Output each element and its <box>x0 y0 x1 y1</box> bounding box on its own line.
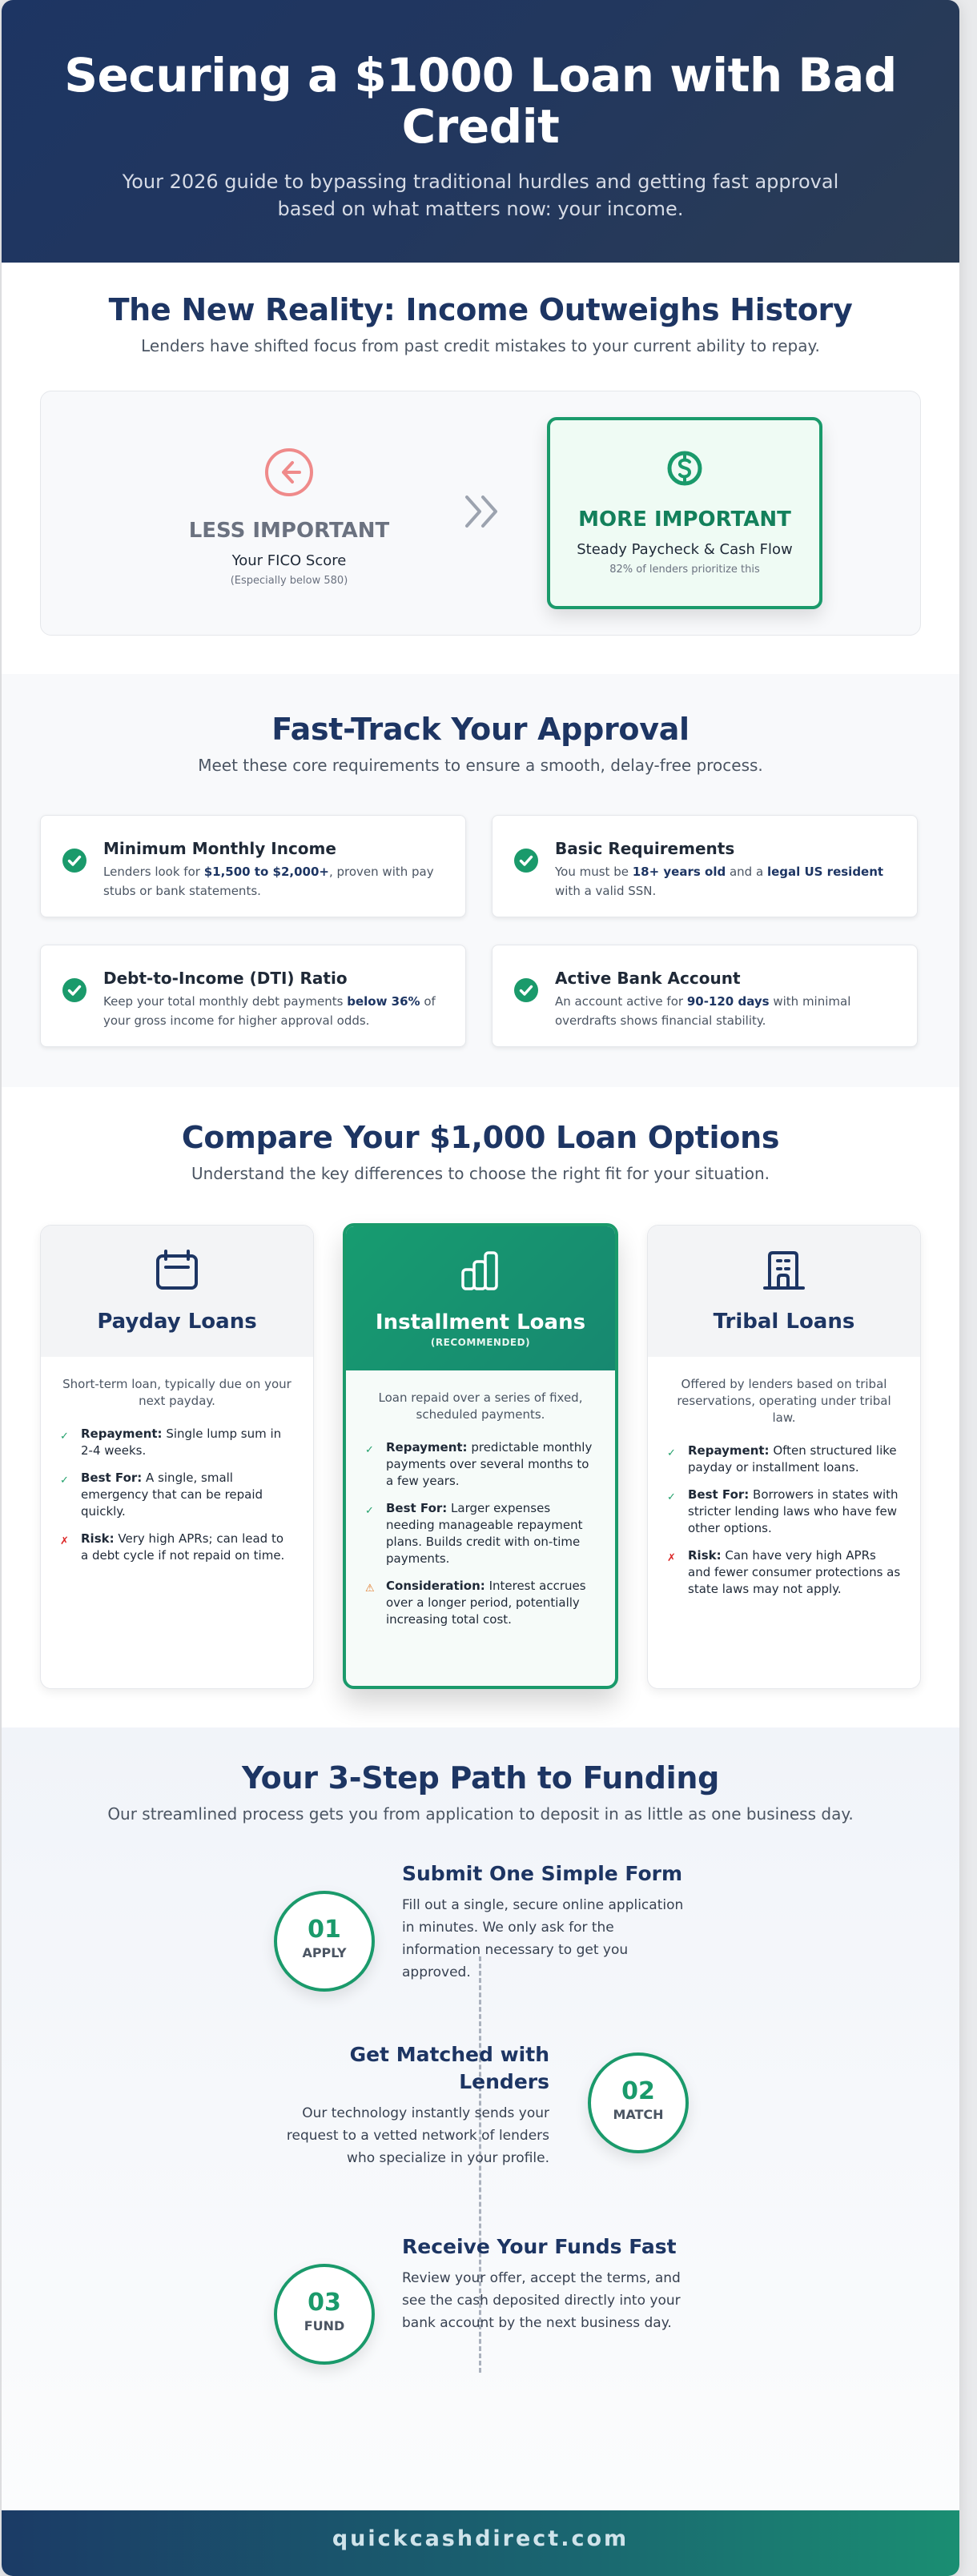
loan-point <box>667 1547 901 1598</box>
less-important-note: (Especially below 580) <box>230 575 348 587</box>
point-text: Larger expenses needing manageable repayment plans. Builds credit with on-time payments. <box>386 1501 583 1566</box>
footer-domain-link[interactable]: quickcashdirect.com <box>332 2526 629 2551</box>
check-icon: ✓ <box>365 1505 374 1517</box>
check-icon: ✓ <box>60 1475 69 1487</box>
highlight-text: below 36% <box>347 994 420 1009</box>
requirement-title: Basic Requirements <box>555 839 735 858</box>
body-text: An account active for <box>555 994 687 1009</box>
point-label: Risk: <box>81 1531 115 1546</box>
fast-track-section <box>2 674 959 1087</box>
requirement-card <box>492 815 918 917</box>
highlight-text: 18+ years old <box>632 865 726 879</box>
section-title: Your 3-Step Path to Funding <box>241 1760 720 1796</box>
point-text: predictable monthly payments over several months to a few years. <box>386 1440 593 1488</box>
point-label: Best For: <box>386 1501 448 1515</box>
body-text: You must be <box>555 865 633 879</box>
less-important-label: LESS IMPORTANT <box>188 519 390 543</box>
importance-comparison <box>40 391 921 636</box>
dollar-circle-icon <box>665 475 704 491</box>
more-important-item: Steady Paycheck & Cash Flow <box>577 541 793 558</box>
loan-cards <box>40 1225 921 1689</box>
more-important-label: MORE IMPORTANT <box>578 508 791 532</box>
loan-points <box>365 1439 596 1628</box>
steps-section <box>2 1727 959 2510</box>
step-text: Our technology instantly sends your request to a vetted network of lenders who specialize in your profile. <box>286 2105 549 2166</box>
step-title: Submit One Simple Form <box>402 1862 683 1885</box>
body-text: of your gross income for higher approval odds. <box>103 994 436 1028</box>
loan-description: Loan repaid over a series of fixed, scheduled payments. <box>378 1390 583 1422</box>
highlight-text: legal US resident <box>766 865 884 879</box>
requirement-card <box>40 815 466 917</box>
building-icon <box>762 1279 806 1294</box>
section-title: Fast-Track Your Approval <box>271 712 690 747</box>
more-important-card <box>547 417 822 609</box>
less-important-item: Your FICO Score <box>231 552 347 569</box>
body-text: Keep your total monthly debt payments <box>103 994 348 1009</box>
requirements-grid <box>40 815 921 1047</box>
point-label: Repayment: <box>688 1443 770 1458</box>
loan-title: Tribal Loans <box>713 1310 855 1334</box>
requirement-text <box>103 862 446 901</box>
double-chevron-right-icon <box>464 494 502 532</box>
hero-subtitle: Your 2026 guide to bypassing traditional hurdles and getting fast approval based on what matters now: your income. <box>122 171 839 220</box>
arrow-left-circle-icon <box>263 487 316 502</box>
point-label: Risk: <box>688 1548 722 1563</box>
loan-point <box>667 1442 901 1476</box>
recommended-badge: (RECOMMENDED) <box>430 1337 531 1348</box>
section-subtitle: Meet these core requirements to ensure a smooth, delay-free process. <box>198 756 763 775</box>
section-subtitle: Lenders have shifted focus from past credit mistakes to your current ability to repay. <box>141 336 820 355</box>
check-circle-icon <box>513 848 539 917</box>
step-number: 03 <box>308 2289 341 2317</box>
step-label: FUND <box>304 2318 345 2333</box>
point-text: Interest accrues over a longer period, potentially increasing total cost. <box>386 1579 586 1627</box>
warning-icon: ⚠ <box>365 1583 375 1595</box>
loan-description: Offered by lenders based on tribal reservations, operating under tribal law. <box>677 1377 891 1425</box>
steps-timeline <box>40 1860 921 2472</box>
page-title: Securing a $1000 Loan with Bad Credit <box>64 48 897 154</box>
less-important-column <box>169 446 409 588</box>
loan-description: Short-term loan, typically due on your next payday. <box>62 1377 291 1408</box>
step-badge <box>274 1891 375 1992</box>
loan-point <box>365 1439 596 1490</box>
more-important-note: 82% of lenders prioritize this <box>609 564 760 576</box>
section-title: Compare Your $1,000 Loan Options <box>181 1120 780 1155</box>
reality-section <box>2 263 959 674</box>
loan-points <box>667 1442 901 1598</box>
loan-point <box>365 1578 596 1628</box>
body-text: with minimal overdrafts shows financial stability. <box>555 994 851 1028</box>
loan-points <box>60 1426 294 1564</box>
loan-point <box>60 1531 294 1564</box>
loan-point <box>60 1426 294 1459</box>
loan-point <box>365 1500 596 1567</box>
body-text: Lenders look for <box>103 865 204 879</box>
requirement-card <box>492 945 918 1047</box>
requirement-title: Minimum Monthly Income <box>103 839 336 858</box>
loan-point <box>667 1487 901 1537</box>
requirement-text <box>103 992 446 1030</box>
infographic-page <box>2 0 959 2576</box>
check-icon: ✓ <box>667 1491 676 1503</box>
loan-title: Installment Loans <box>375 1310 586 1334</box>
point-label: Repayment: <box>81 1426 163 1441</box>
body-text: with a valid SSN. <box>555 884 657 898</box>
highlight-text: $1,500 to $2,000+ <box>203 865 329 879</box>
point-label: Best For: <box>81 1471 143 1485</box>
section-subtitle: Our streamlined process gets you from application to deposit in as little as one business day. <box>107 1804 854 1824</box>
check-icon: ✓ <box>667 1447 676 1459</box>
point-text: A single, small emergency that can be repaid quickly. <box>81 1471 263 1519</box>
point-text: Can have very high APRs and fewer consumer protections as state laws may not apply. <box>688 1548 901 1596</box>
requirement-text <box>555 862 898 901</box>
step-text: Fill out a single, secure online application in minutes. We only ask for the information necessary to get you approved. <box>402 1897 684 1980</box>
highlight-text: 90-120 days <box>686 994 770 1009</box>
footer-banner <box>2 2510 959 2576</box>
loan-point <box>60 1470 294 1520</box>
point-label: Consideration: <box>386 1579 485 1593</box>
step-badge <box>588 2052 689 2153</box>
loan-card-payday-loans <box>40 1225 314 1689</box>
step-title: Receive Your Funds Fast <box>402 2235 677 2258</box>
point-text: Often structured like payday or installment loans. <box>688 1443 897 1475</box>
cross-icon: ✗ <box>60 1535 69 1547</box>
check-icon: ✓ <box>365 1444 374 1456</box>
bar-chart-icon <box>458 1280 503 1295</box>
loan-card-header <box>346 1226 615 1370</box>
step-number: 01 <box>308 1916 341 1944</box>
check-circle-icon <box>513 977 539 1046</box>
point-text: Very high APRs; can lead to a debt cycle if not repaid on time. <box>81 1531 285 1563</box>
check-circle-icon <box>62 977 87 1046</box>
loan-title: Payday Loans <box>97 1310 257 1334</box>
loan-card-tribal-loans <box>647 1225 921 1689</box>
hero-banner <box>2 0 959 263</box>
point-text: Borrowers in states with stricter lending laws who have few other options. <box>688 1487 899 1535</box>
loan-card-header <box>41 1226 313 1357</box>
point-label: Best For: <box>688 1487 750 1502</box>
point-text: Single lump sum in 2-4 weeks. <box>81 1426 282 1458</box>
step-label: APPLY <box>302 1945 347 1960</box>
cross-icon: ✗ <box>667 1552 676 1564</box>
section-subtitle: Understand the key differences to choose the right fit for your situation. <box>191 1164 770 1183</box>
calendar-icon <box>155 1279 199 1294</box>
section-title: The New Reality: Income Outweighs History <box>108 292 853 327</box>
step-number: 02 <box>621 2077 655 2105</box>
requirement-title: Active Bank Account <box>555 969 741 988</box>
requirement-card <box>40 945 466 1047</box>
loan-card-installment-loans <box>343 1223 618 1689</box>
point-label: Repayment: <box>386 1440 468 1455</box>
requirement-title: Debt-to-Income (DTI) Ratio <box>103 969 348 988</box>
step-badge <box>274 2264 375 2365</box>
check-circle-icon <box>62 848 87 917</box>
body-text: and a <box>726 865 767 879</box>
step-title: Get Matched with Lenders <box>349 2043 549 2093</box>
requirement-text <box>555 992 898 1030</box>
loan-card-header <box>648 1226 920 1357</box>
body-text: , proven with pay stubs or bank statements. <box>103 865 434 898</box>
loan-options-section <box>2 1087 959 1727</box>
step-label: MATCH <box>613 2107 664 2122</box>
step-text: Review your offer, accept the terms, and see the cash deposited directly into your bank account by the next business day. <box>402 2270 681 2331</box>
check-icon: ✓ <box>60 1430 69 1442</box>
